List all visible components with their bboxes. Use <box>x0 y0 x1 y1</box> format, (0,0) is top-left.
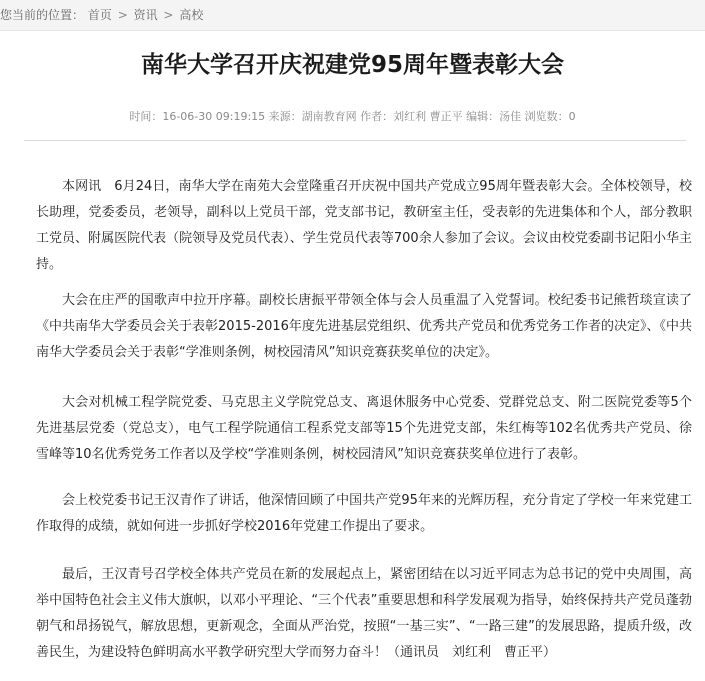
title-divider <box>24 140 686 141</box>
breadcrumb-link-home[interactable]: 首页 <box>87 8 112 22</box>
article-paragraph: 最后，王汉青号召学校全体共产党员在新的发展起点上，紧密团结在以习近平同志为总书记的党中央周围，高举中国特色社会主义伟大旗帜，以邓小平理论、“三个代表”重要思想和科学发展观为指导，始终保持共产党员蓬勃朝气和昂扬锐气，解放思想，更新观念，全面从严治党，按照“一基三实”、“一路三建”的发展思路，提质升级，改善民生，为建设特色鲜明高水平教学研究型大学而努力奋斗！（通讯员 刘红利 曹正平） <box>36 567 692 660</box>
breadcrumb-link-universities[interactable]: 高校 <box>179 8 204 22</box>
breadcrumb-bar <box>0 0 705 31</box>
breadcrumb-prefix: 您当前的位置： <box>0 8 85 22</box>
breadcrumb-separator: > <box>117 8 128 22</box>
article-paragraph: 会上校党委书记王汉青作了讲话，他深情回顾了中国共产党95年来的光辉历程，充分肯定了学校一年来党建工作取得的成绩，就如何进一步抓好学校2016年党建工作提出了要求。 <box>36 493 692 534</box>
breadcrumb-separator: > <box>163 8 174 22</box>
article-title: 南华大学召开庆祝建党95周年暨表彰大会 <box>140 52 564 78</box>
article-meta: 时间：16-06-30 09:19:15 来源：湖南教育网 作者：刘红利 曹正平 编辑：汤佳 浏览数：0 <box>129 110 576 123</box>
article-paragraph: 本网讯 6月24日，南华大学在南苑大会堂隆重召开庆祝中国共产党成立95周年暨表彰大会。全体校领导，校长助理，党委委员，老领导，副科以上党员干部，党支部书记，教研室主任，受表彰的先进集体和个人，部分教职工党员、附属医院代表（院领导及党员代表）、学生党员代表等700余人参加了会议。会议由校党委副书记阳小华主持。 <box>36 179 692 272</box>
article-paragraph: 大会在庄严的国歌声中拉开序幕。副校长唐振平带领全体与会人员重温了入党誓词。校纪委书记熊哲琰宣读了《中共南华大学委员会关于表彰2015-2016年度先进基层党组织、优秀共产党员和优秀党务工作者的决定》、《中共南华大学委员会关于表彰“学准则条例，树校园清风”知识竞赛获奖单位的决定》。 <box>36 293 692 360</box>
breadcrumb <box>0 0 203 30</box>
breadcrumb-link-news[interactable]: 资讯 <box>133 8 158 22</box>
article-paragraph: 大会对机械工程学院党委、马克思主义学院党总支、离退休服务中心党委、党群党总支、附二医院党委等5个先进基层党委（党总支），电气工程学院通信工程系党支部等15个先进党支部，朱红梅等102名优秀共产党员、徐雪峰等10名优秀党务工作者以及学校“学准则条例，树校园清风”知识竞赛获奖单位进行了表彰。 <box>36 395 692 462</box>
